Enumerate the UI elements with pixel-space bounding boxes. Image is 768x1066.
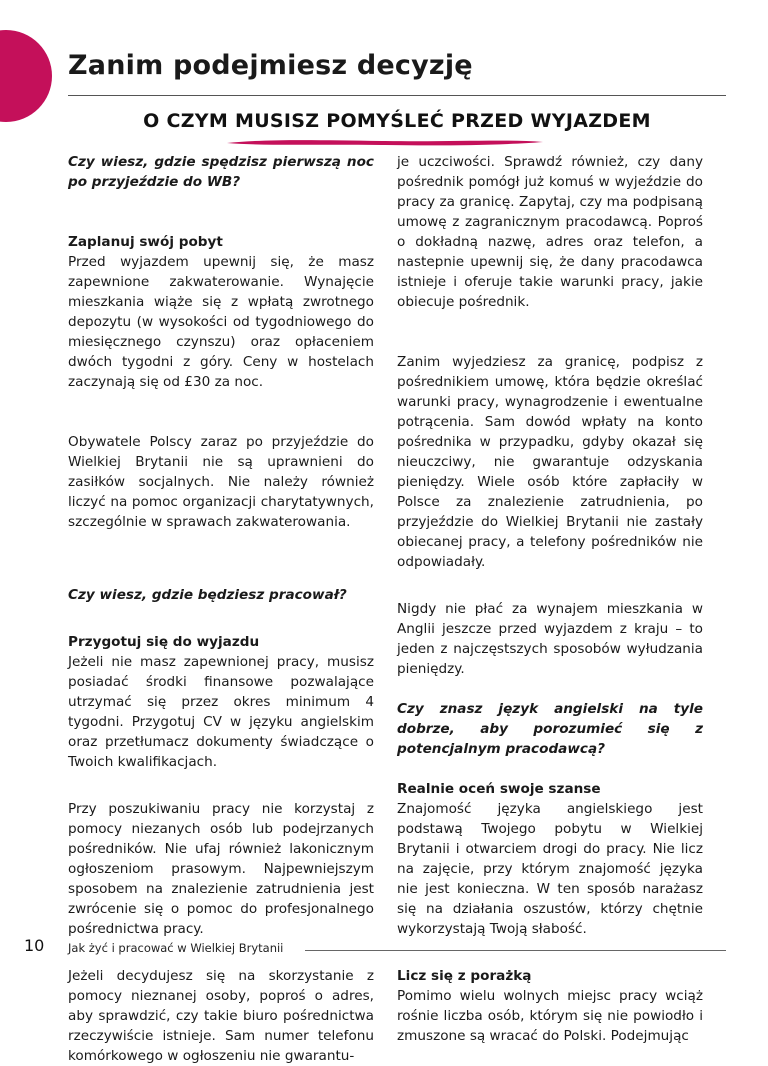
brush-underline xyxy=(225,136,545,148)
paragraph-honesty: je uczciwości. Sprawdź również, czy dany pośrednik pomógł już komuś w wyjeździe do pracy za granicę. Zapytaj, czy ma podpisaną umowę z zagranicznym pracodawcą. Poproś o dokładną nazwę, adres oraz telefon, a nastepnie upewnij się, że dany pracodawca istnieje i oferuje takie warunki pracy, jakie obiecuje pośrednik. xyxy=(397,154,703,310)
right-column xyxy=(397,152,703,1046)
question-work: Czy wiesz, gdzie będziesz pracował? xyxy=(68,587,347,603)
footer-divider xyxy=(305,950,726,951)
left-column xyxy=(68,152,374,1066)
subheading-assess: Realnie oceń swoje szanse xyxy=(397,781,601,797)
subheading-prepare: Przygotuj się do wyjazdu xyxy=(68,634,260,650)
paragraph-contract: Zanim wyjedziesz za granicę, podpisz z pośrednikiem umowę, która będzie określać warunki pracy, wynagrodzenie i ewentualne potrącenia. Sam dowód wpłaty na konto pośrednika w przypadku, gdyby okazał się nieuczciwy, nie gwarantuje odzyskania pieniędzy. Wiele osób które zapłaciły w Polsce za znalezienie zatrudnienia, po przyjeździe do Wielkiej Brytanii nie zastały obiecanej pracy, a telefony pośredników nie odpowiadały. xyxy=(397,354,703,570)
question-first-night: Czy wiesz, gdzie spędzisz pierwszą noc po przyjeździe do WB? xyxy=(68,154,374,190)
paragraph-job-search: Przy poszukiwaniu pracy nie korzystaj z pomocy niezanych osób lub podejrzanych pośredników. Nie ufaj również lakonicznym ogłoszeniom prasowym. Najpewniejszym sposobem na znalezienie zatrudnienia jest zwrócenie się o pomoc do profesjonalnego pośrednictwa pracy. xyxy=(68,801,374,937)
chapter-tab-marker xyxy=(0,30,52,122)
paragraph-funds: Jeżeli nie masz zapewnionej pracy, musisz posiadać środki finansowe pozwalające utrzymać się przez okres minimum 4 tygodni. Przygotuj CV w języku angielskim oraz przetłumacz dokumenty świadczące o Twoich kwalifikacjach. xyxy=(68,654,374,770)
paragraph-rent-warning: Nigdy nie płać za wynajem mieszkania w Anglii jeszcze przed wyjazdem z kraju – to jeden z najczęstszych sposobów wyłudzania pieniędzy. xyxy=(397,601,703,677)
paragraph-return: Pomimo wielu wolnych miejsc pracy wciąż rośnie liczba osób, którym się nie powiodło i zmuszone są wracać do Polski. Podejmując xyxy=(397,988,703,1044)
paragraph-accommodation: Przed wyjazdem upewnij się, że masz zapewnione zakwaterowanie. Wynajęcie mieszkania wiąże się z wpłatą zwrotnego depozytu (w wysokości od tygodniowego do miesięcznego czynszu) oraz opłaceniem dwóch tygodni z góry. Ceny w hostelach zaczynają się od £30 za noc. xyxy=(68,254,374,390)
subheading-failure: Licz się z porażką xyxy=(397,968,532,984)
section-heading: O CZYM MUSISZ POMYŚLEĆ PRZED WYJAZDEM xyxy=(143,110,651,132)
paragraph-language: Znajomość języka angielskiego jest podstawą Twojego pobytu w Wielkiej Brytanii i otwarciem drogi do pracy. Nie licz na zajęcie, przy którym znajomość języka nie jest konieczna. W ten sposób narażasz się na działania oszustów, którzy chętnie wykorzystają Twoją słabość. xyxy=(397,801,703,937)
paragraph-social-benefits: Obywatele Polscy zaraz po przyjeździe do Wielkiej Brytanii nie są uprawnieni do zasiłków socjalnych. Nie należy również liczyć na pomoc organizacji charytatywnych, szczególnie w sprawach zakwaterowania. xyxy=(68,434,374,530)
publication-title: Jak żyć i pracować w Wielkiej Brytanii xyxy=(68,941,284,955)
paragraph-unknown-person: Jeżeli decydujesz się na skorzystanie z pomocy nieznanej osoby, poproś o adres, aby sprawdzić, czy takie biuro pośrednictwa rzeczywiście istnieje. Sam numer telefonu komórkowego w ogłoszeniu nie gwarantu- xyxy=(68,968,374,1064)
header-divider xyxy=(68,95,726,96)
page-number: 10 xyxy=(24,936,45,955)
question-english: Czy znasz język angielski na tyle dobrze, aby porozumieć się z potencjalnym pracodawcą? xyxy=(397,701,703,757)
subheading-plan-stay: Zaplanuj swój pobyt xyxy=(68,234,223,250)
chapter-title: Zanim podejmiesz decyzję xyxy=(68,50,473,81)
